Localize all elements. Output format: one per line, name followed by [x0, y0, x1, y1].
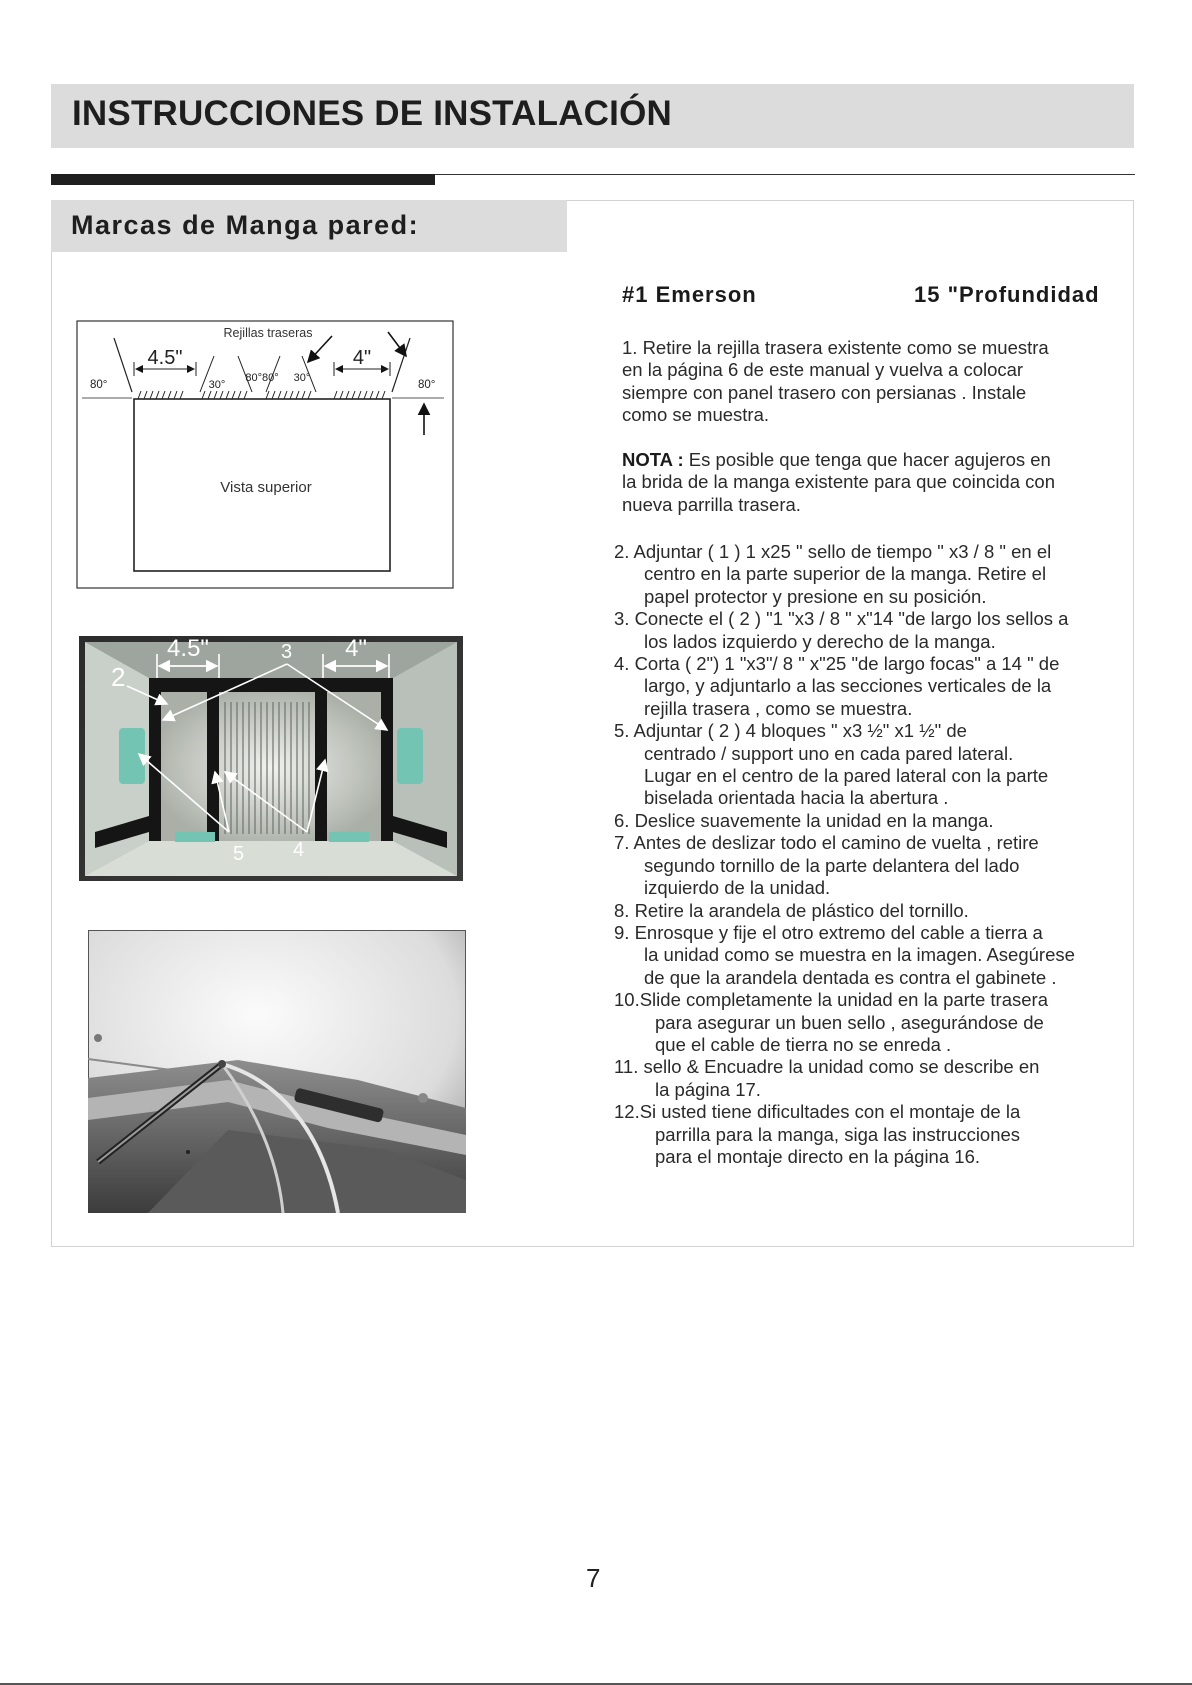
intro-line: 1. Retire la rejilla trasera existente como se muestra	[622, 337, 1049, 358]
diagram-angle-left: 80°	[90, 379, 108, 391]
step-line: 9. Enrosque y fije el otro extremo del cable a tierra a	[614, 921, 1043, 943]
step-line: la página 17.	[655, 1078, 761, 1100]
page-title: INSTRUCCIONES DE INSTALACIÓN	[72, 94, 672, 133]
step-line: 11. sello & Encuadre la unidad como se describe en	[614, 1056, 1040, 1078]
note-line: nueva parrilla trasera.	[622, 493, 801, 515]
note-first-line: Es posible que tenga que hacer agujeros en	[683, 449, 1051, 470]
step-line: 4. Corta ( 2") 1 "x3"/ 8 " x"25 "de largo focas" a 14 " de	[614, 653, 1060, 675]
intro-line: como se muestra.	[622, 404, 770, 426]
step-line: 2. Adjuntar ( 1 ) 1 x25 " sello de tiempo " x3 / 8 " en el	[614, 541, 1052, 562]
model-name: #1 Emerson	[622, 282, 757, 307]
step-line: los lados izquierdo y derecho de la manga.	[644, 630, 996, 652]
step-line: 7. Antes de deslizar todo el camino de vuelta , retire	[614, 832, 1039, 854]
step-line: para el montaje directo en la página 16.	[655, 1145, 980, 1167]
note-paragraph	[622, 449, 1055, 516]
step-line: largo, y adjuntarlo a las secciones verticales de la	[644, 675, 1052, 697]
step-line: biselada orientada hacia la abertura .	[644, 787, 949, 809]
photo1-callout-5: 5	[233, 843, 245, 865]
page-number: 7	[586, 1563, 601, 1593]
note-label: NOTA :	[622, 449, 684, 470]
diagram-angle-a: 30°	[208, 379, 226, 391]
step-line: Lugar en el centro de la pared lateral con la parte	[644, 765, 1049, 787]
intro-paragraph	[622, 337, 1049, 427]
step-line: la unidad como se muestra en la imagen. Asegúrese	[644, 944, 1075, 966]
section-title: Marcas de Manga pared:	[71, 210, 420, 240]
photo1-dim-left: 4.5"	[167, 636, 209, 662]
photo1-dim-right: 4"	[345, 636, 367, 662]
step-line: parrilla para la manga, siga las instrucciones	[655, 1123, 1021, 1145]
model-heading	[622, 282, 1117, 308]
intro-line: en la página 6 de este manual y vuelva a colocar	[622, 359, 1024, 381]
sleeve-seals-image	[79, 636, 463, 881]
step-line: para asegurar un buen sello , asegurándose de	[655, 1011, 1044, 1033]
step-line: 6. Deslice suavemente la unidad en la manga.	[614, 809, 994, 831]
step-line: 3. Conecte el ( 2 ) "1 "x3 / 8 " x"14 "de largo los sellos a	[614, 608, 1069, 630]
diagram-dim-right: 4"	[352, 347, 372, 369]
photo1-callout-2: 2	[111, 662, 126, 692]
top-view-diagram	[76, 320, 454, 590]
step-line: izquierdo de la unidad.	[644, 877, 831, 899]
ground-wire-photo	[88, 930, 466, 1213]
header-rule-thick	[51, 174, 435, 185]
step-line: papel protector y presione en su posición.	[644, 585, 987, 607]
photo1-callout-3: 3	[281, 641, 293, 663]
steps-list	[614, 541, 1075, 1168]
step-line: rejilla trasera , como se muestra.	[644, 697, 913, 719]
step-line: centro en la parte superior de la manga. Retire el	[644, 563, 1047, 585]
ground-wire-image	[88, 930, 466, 1213]
top-view-drawing	[76, 320, 454, 590]
note-line: la brida de la manga existente para que coincida con	[622, 471, 1055, 493]
model-depth: 15 "Profundidad	[914, 282, 1100, 307]
step-line: 5. Adjuntar ( 2 ) 4 bloques " x3 ½" x1 ½" de	[614, 720, 967, 742]
step-line: 8. Retire la arandela de plástico del tornillo.	[614, 899, 969, 921]
photo1-callout-4: 4	[293, 839, 305, 861]
step-line: 10.Slide completamente la unidad en la parte trasera	[614, 989, 1048, 1011]
diagram-label-grilles: Rejillas traseras	[223, 326, 313, 340]
diagram-angle-right: 80°	[418, 379, 436, 391]
step-line: 12.Si usted tiene dificultades con el montaje de la	[614, 1101, 1021, 1123]
header-rule-thin	[435, 174, 1135, 175]
sleeve-seals-photo	[79, 636, 463, 881]
step-line: de que la arandela dentada es contra el gabinete .	[644, 966, 1057, 988]
intro-line: siempre con panel trasero con persianas . Instale	[622, 381, 1027, 403]
step-line: centrado / support uno en cada pared lateral.	[644, 742, 1014, 764]
diagram-label-topview: Vista superior	[220, 479, 312, 496]
step-line: que el cable de tierra no se enreda .	[655, 1033, 952, 1055]
diagram-angle-c: 30°	[293, 372, 311, 384]
diagram-dim-left: 4.5"	[147, 347, 183, 369]
step-line: segundo tornillo de la parte delantera del lado	[644, 854, 1020, 876]
diagram-angle-b: 80°80°	[245, 372, 279, 384]
